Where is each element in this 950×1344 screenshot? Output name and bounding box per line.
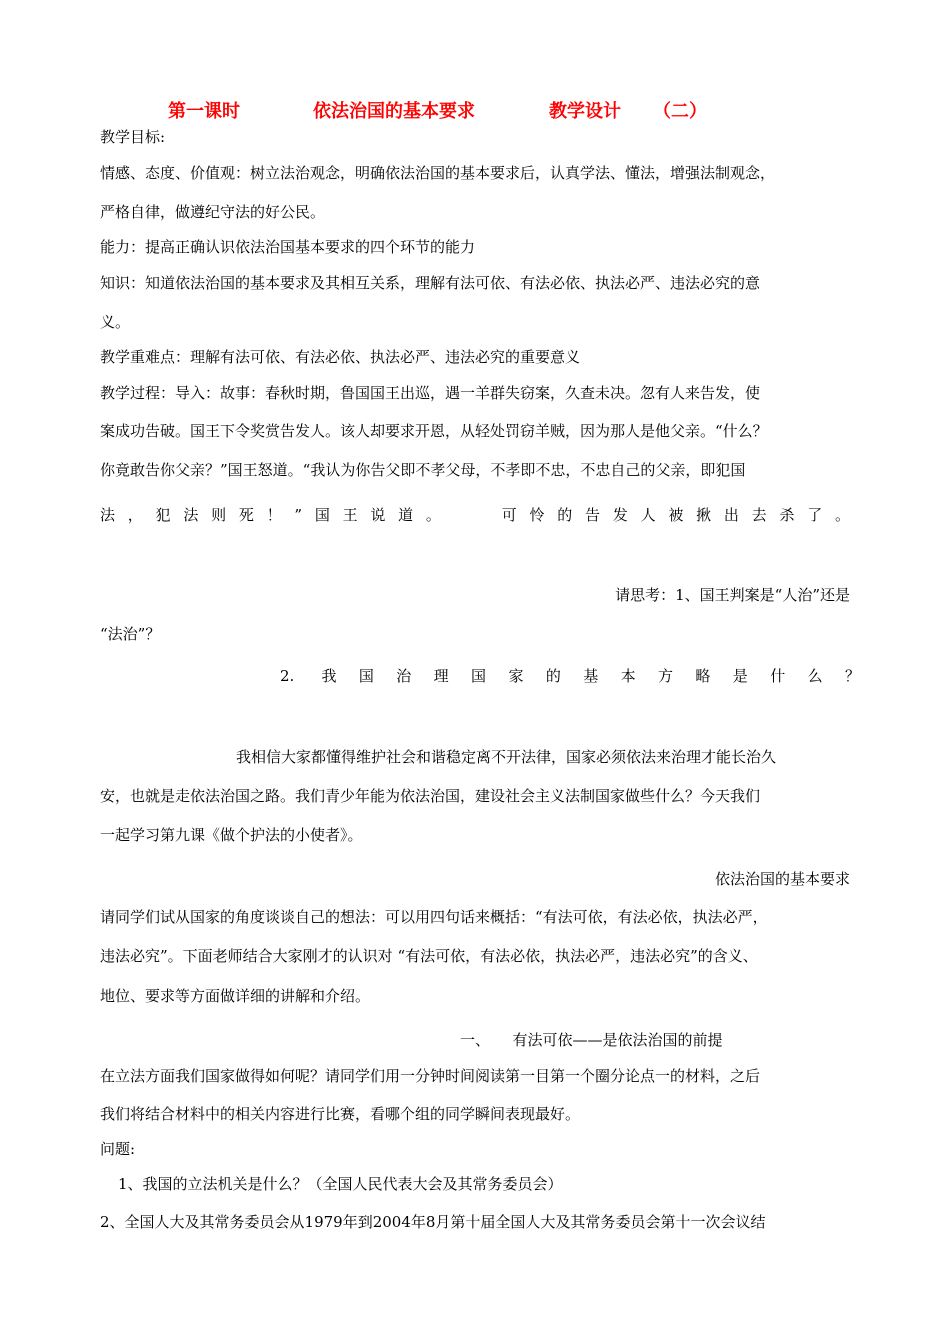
text-line: 教学重难点：理解有法可依、有法必依、执法必严、违法必究的重要意义 — [100, 348, 581, 366]
text-line: 我相信大家都懂得维护社会和谐稳定离不开法律，国家必须依法来治理才能长治久 — [236, 748, 777, 766]
text-line: 义。 — [100, 313, 131, 331]
text-line: 违法必究”。下面老师结合大家刚才的认识对 “有法可依，有法必依，执法必严，违法必究”的含义、 — [100, 947, 758, 965]
text-line: 情感、态度、价值观：树立法治观念，明确依法治国的基本要求后，认真学法、懂法，增强法制观念， — [100, 164, 776, 182]
questions-heading: 问题: — [100, 1140, 136, 1158]
text-line: 在立法方面我们国家做得如何呢？请同学们用一分钟时间阅读第一目第一个圈分论点一的材料，之后 — [100, 1067, 761, 1085]
text-line: 教学过程：导入：故事：春秋时期，鲁国国王出巡，遇一羊群失窃案，久查未决。忽有人来告发，使 — [100, 384, 761, 402]
text-line: 案成功告破。国王下令奖赏告发人。该人却要求开恩，从轻处罚窃羊贼，因为那人是他父亲。“什么？ — [100, 422, 768, 440]
text-line: 请思考：1、国王判案是“人治”还是 — [615, 586, 850, 604]
question-item: 2、全国人大及其常务委员会从1979年到2004年8月第十届全国人大及其常务委员会第十一次会议结 — [100, 1213, 766, 1231]
title-design: 教学设计 — [549, 101, 621, 122]
text-line: 法，犯法则死！”国王说道。 可怜的告发人被揪出去杀了。 — [100, 506, 850, 524]
text-line: 你竟敢告你父亲？”国王怒道。“我认为你告父即不孝父母，不孝即不忠，不忠自己的父亲，即犯国 — [100, 461, 746, 479]
text-line: 2. 我国治理国家的基本方略是什么？ — [280, 667, 860, 685]
text-line: “法治”？ — [100, 625, 161, 643]
text-line: 知识：知道依法治国的基本要求及其相互关系，理解有法可依、有法必依、执法必严、违法必究的意 — [100, 274, 761, 292]
text-line: 能力：提高正确认识依法治国基本要求的四个环节的能力 — [100, 238, 476, 256]
text-line: 一起学习第九课《做个护法的小使者》。 — [100, 826, 363, 844]
section-heading: 一、 有法可依——是依法治国的前提 — [460, 1031, 723, 1049]
title-lesson: 第一课时 — [168, 101, 240, 122]
text-line: 我们将结合材料中的相关内容进行比赛，看哪个组的同学瞬间表现最好。 — [100, 1105, 581, 1123]
text-line: 请同学们试从国家的角度谈谈自己的想法：可以用四句话来概括：“有法可依，有法必依，执法必严， — [100, 908, 768, 926]
text-line: 严格自律，做遵纪守法的好公民。 — [100, 203, 326, 221]
objectives-heading: 教学目标: — [100, 128, 166, 146]
text-line: 安，也就是走依法治国之路。我们青少年能为依法治国，建设社会主义法制国家做些什么？今天我们 — [100, 787, 761, 805]
title-topic: 依法治国的基本要求 — [313, 101, 475, 122]
text-line: 地位、要求等方面做详细的讲解和介绍。 — [100, 987, 371, 1005]
question-item: 1、我国的立法机关是什么？（全国人民代表大会及其常务委员会） — [118, 1175, 563, 1193]
title-part: （二） — [653, 101, 707, 122]
section-heading: 依法治国的基本要求 — [714, 870, 850, 888]
